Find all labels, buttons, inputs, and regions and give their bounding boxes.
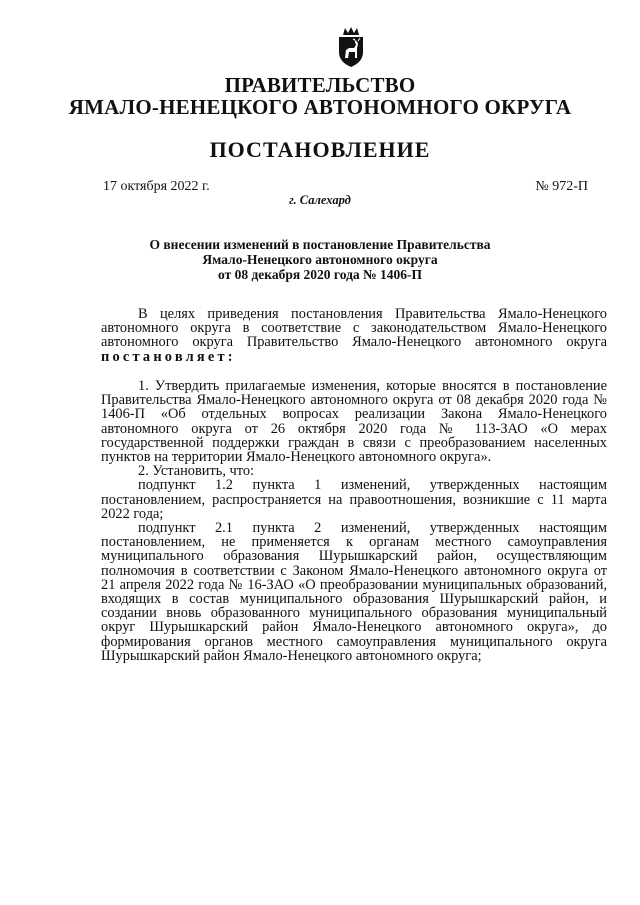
subject-line1: О внесении изменений в постановление Правительства xyxy=(149,237,491,252)
item-paragraph: 1. Утвердить прилагаемые изменения, которые вносятся в постановление Правительства Ямало-Ненецкого автономного округа от 08 декабря 2020 года № 1406-П «Об отдельных вопросах реализации Закона Ямало-Ненецкого автономного округа от 26 октября 2020 года № 113-ЗАО «О мерах государственной поддержки граждан в связи с преобразованием населенных пунктов на территории Ямало-Ненецкого автономного округа». xyxy=(101,378,607,466)
item-paragraph: подпункт 1.2 пункта 1 изменений, утвержденных настоящим постановлением, распространяется на правоотношения, возникшие с 11 марта 2022 года; xyxy=(101,477,607,522)
org-title-line2: ЯМАЛО-НЕНЕЦКОГО АВТОНОМНОГО ОКРУГА xyxy=(68,95,572,119)
document-date: 17 октября 2022 г. xyxy=(103,179,210,194)
org-title-line1: ПРАВИТЕЛЬСТВО xyxy=(224,73,416,97)
preamble-text: В целях приведения постановления Правительства Ямало-Ненецкого автономного округа в соответствие с законодательством Ямало-Ненецкого автономного округа Правительство Ямало-Ненецкого автономного округа xyxy=(101,306,607,351)
document-number: № 972-П xyxy=(535,179,588,194)
item-paragraph: 2. Установить, что: xyxy=(138,463,255,480)
resolves-word: постановляет xyxy=(101,348,228,365)
document-city: г. Салехард xyxy=(289,193,351,207)
coat-of-arms-icon xyxy=(334,26,368,68)
item-paragraph: подпункт 2.1 пункта 2 изменений, утвержденных настоящим постановлением, не применяется к органам местного самоуправления муниципального образования Шурышкарский район, осуществляющим полномочия в соответствии с Законом Ямало-Ненецкого автономного округа от 21 апреля 2022 года № 16-ЗАО «О преобразовании муниципальных образований, входящих в состав муниципального образования Шурышкарский район, и создании вновь образованного муниципального образования муниципальный округ Шурышкарский район Ямало-Ненецкого автономного округа», до формирования органов местного самоуправления муниципального округа Шурышкарский район Ямало-Ненецкого автономного округа; xyxy=(101,520,607,664)
subject-line3: от 08 декабря 2020 года № 1406-П xyxy=(218,267,422,282)
resolves-colon: : xyxy=(227,348,233,365)
resolution-items xyxy=(101,379,607,663)
preamble xyxy=(101,307,607,364)
preamble-paragraph xyxy=(101,307,607,364)
document-type-heading: ПОСТАНОВЛЕНИЕ xyxy=(209,137,431,162)
document-subject xyxy=(0,237,640,282)
subject-line2: Ямало-Ненецкого автономного округа xyxy=(202,252,438,267)
